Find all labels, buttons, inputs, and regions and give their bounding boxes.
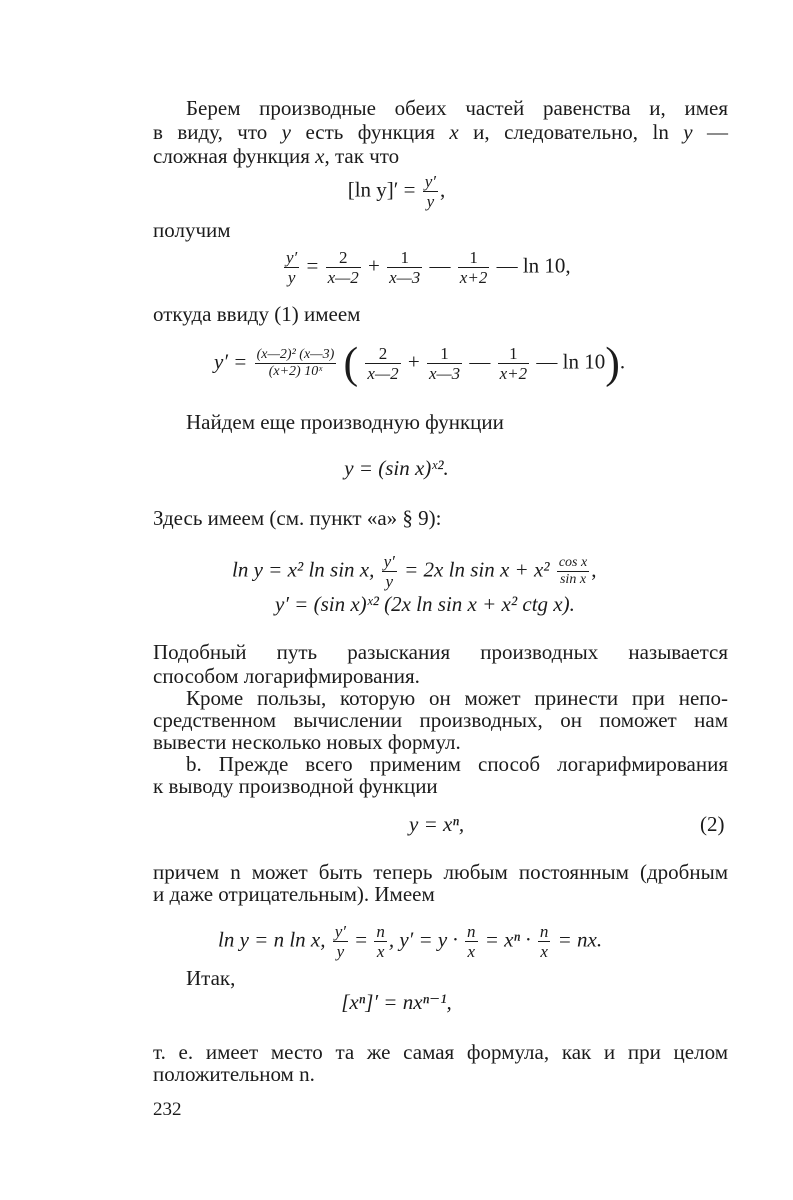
formula-power-derivative: [xⁿ]′ = nxⁿ⁻¹, [341,990,452,1014]
formula-power-log: ln y = n ln x, $\frac{y'}{y}$ = $\frac{n}{x}$ , y′ = y · $\frac{n}{x}$ = xⁿ · $\frac{n}{x}$ = nx. [218,922,603,961]
text-line: Найдем еще производную функции [186,410,504,434]
text-line: в виду, что y есть функция x и, следовательно, ln y — [153,120,729,144]
formula-sum: $\frac{y'}{y}$ = $\frac{2}{x—2}$ + $\frac{1}{x—3}$ — $\frac{1}{x+2}$ — ln 10, [286,248,571,287]
formula-derivative: y′ = $\frac{\text{(x—2)² (x—3)}}{\text{(x+2) 10ˣ}}$ ( $\frac{2}{x—2}$ + $\frac{1}{x—3}$ — $\frac{1}{x+2}$ — ln 10). [214,338,626,388]
text-line: Берем производные обеих частей равенства и, имея [186,96,728,120]
text-line: и даже отрицательным). Имеем [153,882,435,906]
text-line: к выводу производной функции [153,774,438,798]
formula-ln-sin: ln y = x² ln sin x, $\frac{y'}{y}$ = 2x ln sin x + x² $\frac{\text{cos x}}{\text{sin x}}$ , [232,552,597,591]
text-line: получим [153,218,231,242]
formula-sin-derivative: y′ = (sin x)ˣ² (2x ln sin x + x² ctg x). [275,592,575,616]
text-line: Кроме пользы, которую он может принести при непо- [186,686,728,710]
text-line: Здесь имеем (см. пункт «а» § 9): [153,506,442,530]
text-line: вывести несколько новых формул. [153,730,461,754]
formula-log-derivative: [ln y]′ = $\frac{y'}{y}$ , [347,172,446,211]
text-line: т. е. имеет место та же самая формула, как и при целом [153,1040,728,1064]
formula-sin-power: y = (sin x)ˣ². [344,456,449,480]
text-line: откуда ввиду (1) имеем [153,302,361,326]
page-number: 232 [153,1099,182,1120]
text-line: положительном n. [153,1062,315,1086]
text-line: Итак, [186,966,236,990]
text-line: b. Прежде всего применим способ логарифмирования [186,752,728,776]
text-line: Подобный путь разыскания производных называется [153,640,728,664]
equation-number: (2) [700,812,725,836]
text-line: сложная функция x, так что [153,144,400,168]
formula-power: y = xⁿ, [409,812,465,836]
text-line: средственном вычислении производных, он поможет нам [153,708,728,732]
text-line: способом логарифмирования. [153,664,420,688]
text-line: причем n может быть теперь любым постоянным (дробным [153,860,728,884]
